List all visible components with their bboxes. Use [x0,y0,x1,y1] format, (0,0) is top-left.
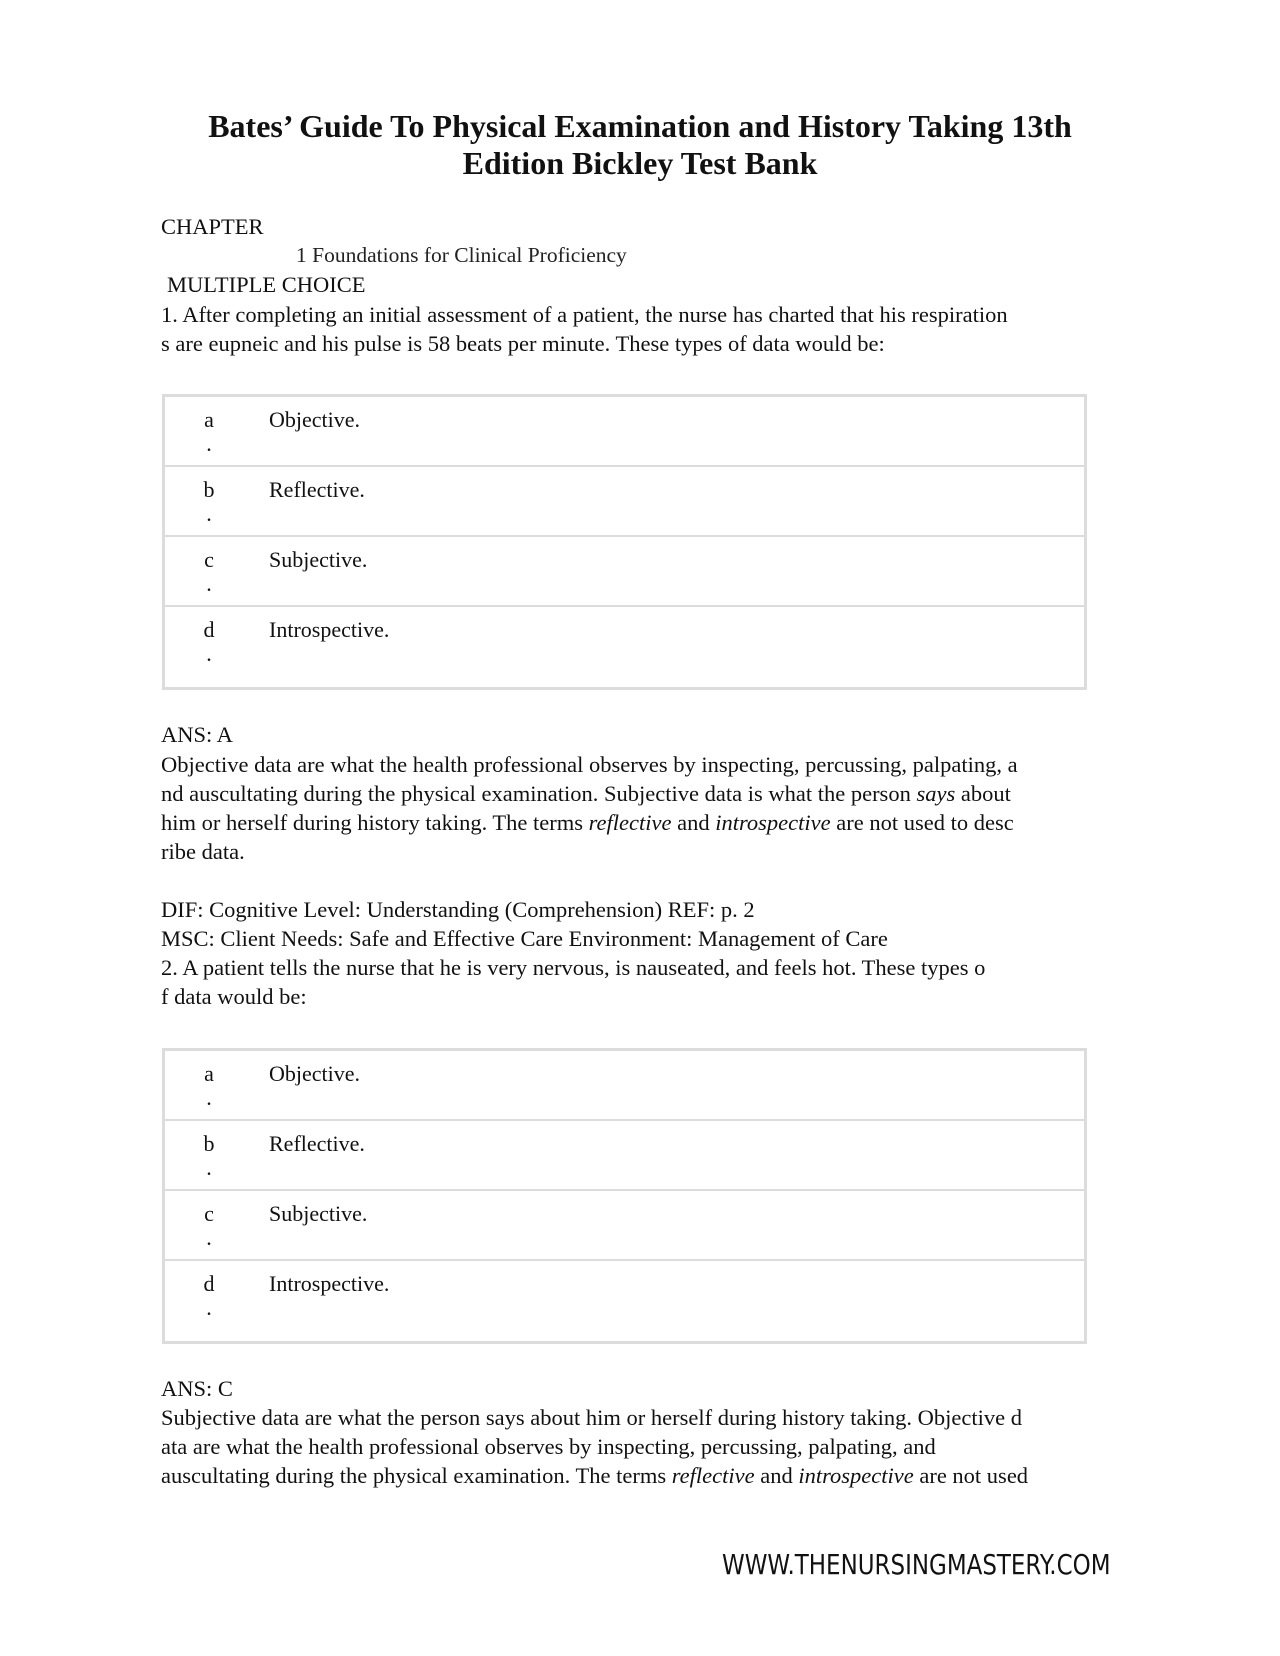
rationale-italic: introspective [798,1463,914,1488]
footer-website-url: WWW.THENURSINGMASTERY.COM [722,1548,1111,1581]
title-line-1: Bates’ Guide To Physical Examination and History Taking 13th [208,108,1072,144]
chapter-title: 1 Foundations for Clinical Proficiency [296,243,627,267]
choice-dot: . [206,1085,212,1110]
q1-answer: ANS: A [161,722,233,747]
q1-rationale-line-1: Objective data are what the health professional observes by inspecting, percussing, palpating, a [161,752,1018,777]
rationale-text: him or herself during history taking. The terms [161,810,589,835]
q1-rationale-line-2 [161,779,1011,808]
q1-choice-b [165,467,1084,537]
choice-text: Reflective. [269,1131,365,1156]
q1-choice-d [165,607,1084,677]
choice-text: Introspective. [269,1271,390,1296]
q2-rationale-line-2: ata are what the health professional observes by inspecting, percussing, palpating, and [161,1434,936,1459]
choice-dot: . [206,641,212,666]
document-title [150,108,1130,182]
choice-text: Objective. [269,407,361,432]
q2-answer: ANS: C [161,1376,233,1401]
q1-msc: MSC: Client Needs: Safe and Effective Care Environment: Management of Care [161,926,888,951]
q2-choice-d [165,1261,1084,1331]
rationale-text: auscultating during the physical examination. The terms [161,1463,672,1488]
choice-dot: . [206,1155,212,1180]
q1-stem-line-1: 1. After completing an initial assessment of a patient, the nurse has charted that his respiration [161,302,1008,327]
q2-stem-line-1: 2. A patient tells the nurse that he is very nervous, is nauseated, and feels hot. These types o [161,955,986,980]
rationale-italic: reflective [671,1463,755,1488]
chapter-label: CHAPTER [161,214,264,239]
q1-choice-a [165,397,1084,467]
rationale-text: and [671,810,716,835]
title-line-2: Edition Bickley Test Bank [462,145,818,181]
rationale-italic: reflective [588,810,672,835]
q2-rationale-line-3 [161,1461,1028,1490]
q1-rationale-line-4: ribe data. [161,839,245,864]
rationale-text: about [955,781,1011,806]
q2-choices-table [162,1048,1087,1344]
choice-letter: b [203,477,215,502]
rationale-text: and [754,1463,799,1488]
q1-choices-table [162,394,1087,690]
choice-dot: . [206,1295,212,1320]
choice-text: Introspective. [269,617,390,642]
q2-rationale-line-1: Subjective data are what the person says about him or herself during history taking. Objective d [161,1405,1023,1430]
choice-text: Subjective. [269,547,368,572]
choice-text: Subjective. [269,1201,368,1226]
rationale-text: are not used to desc [830,810,1014,835]
choice-text: Objective. [269,1061,361,1086]
choice-letter: b [203,1131,215,1156]
q1-choice-c [165,537,1084,607]
choice-dot: . [206,501,212,526]
choice-letter: d [203,617,215,642]
choice-dot: . [206,1225,212,1250]
rationale-text: nd auscultating during the physical examination. Subjective data is what the person [161,781,917,806]
section-heading: MULTIPLE CHOICE [167,272,366,297]
choice-letter: a [204,407,214,432]
choice-letter: c [204,547,214,572]
rationale-italic: introspective [715,810,831,835]
choice-dot: . [206,571,212,596]
q2-stem-line-2: f data would be: [161,984,307,1009]
choice-text: Reflective. [269,477,365,502]
q1-dif: DIF: Cognitive Level: Understanding (Comprehension) REF: p. 2 [161,897,755,922]
rationale-text: are not used [913,1463,1029,1488]
q2-choice-b [165,1121,1084,1191]
q1-rationale-line-3 [161,808,1014,837]
q2-choice-c [165,1191,1084,1261]
q1-stem-line-2: s are eupneic and his pulse is 58 beats per minute. These types of data would be: [161,331,885,356]
choice-dot: . [206,431,212,456]
rationale-italic: says [916,781,956,806]
choice-letter: d [203,1271,215,1296]
choice-letter: c [204,1201,214,1226]
q2-choice-a [165,1051,1084,1121]
choice-letter: a [204,1061,214,1086]
